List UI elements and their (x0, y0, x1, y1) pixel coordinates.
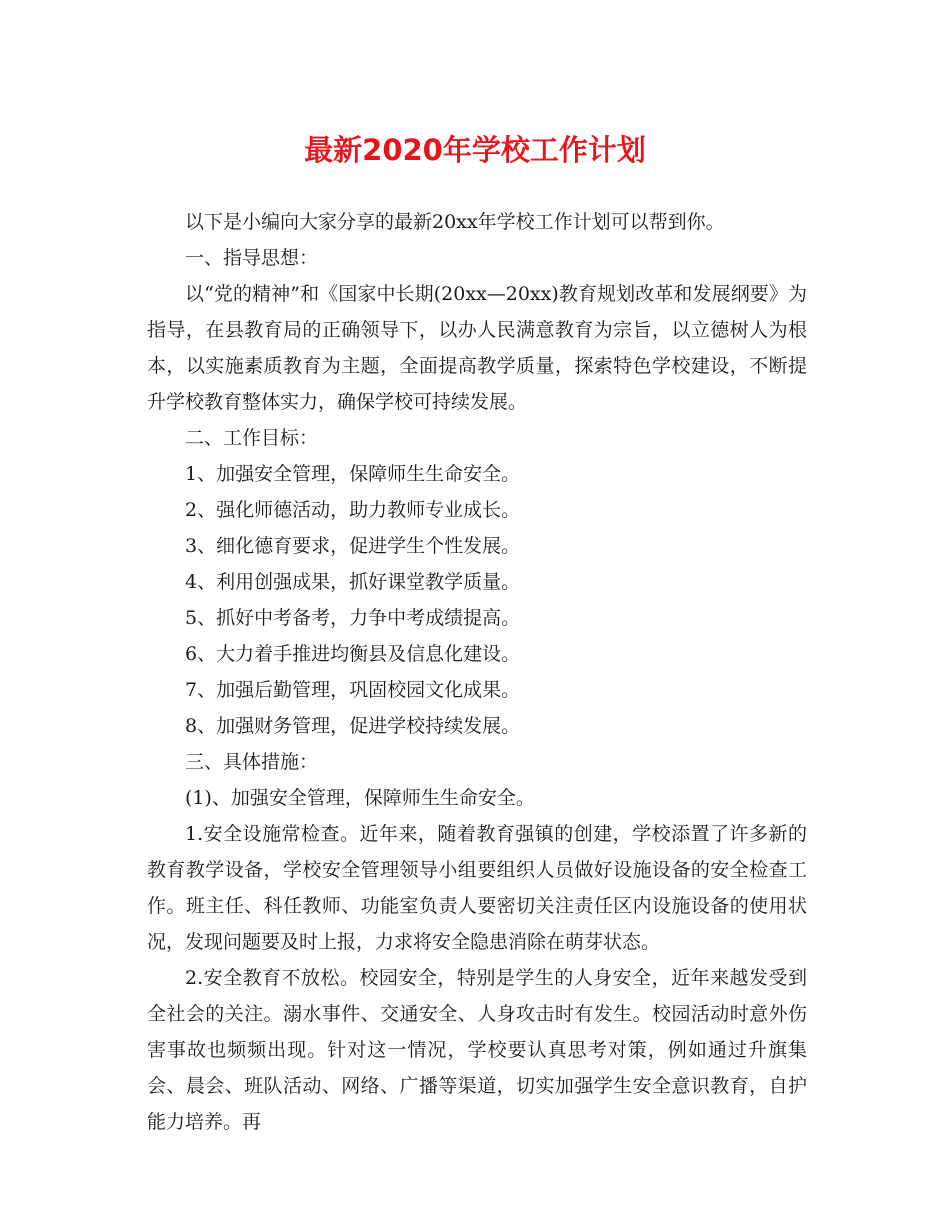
goal-item-5: 5、抓好中考备考，力争中考成绩提高。 (185, 607, 521, 629)
goal-item-7: 7、加强后勤管理，巩固校园文化成果。 (185, 679, 521, 701)
heading-specific-measures: 三、具体措施： (185, 751, 319, 773)
document-body (147, 204, 807, 1140)
heading-guiding-ideology: 一、指导思想： (185, 247, 319, 269)
goal-item-6: 6、大力着手推进均衡县及信息化建设。 (185, 643, 521, 665)
goal-item-3: 3、细化德育要求，促进学生个性发展。 (185, 535, 521, 557)
goal-item-1: 1、加强安全管理，保障师生生命安全。 (185, 463, 521, 485)
paragraph-safety-inspection: 1.安全设施常检查。近年来，随着教育强镇的创建，学校添置了许多新的教育教学设备，学校安全管理领导小组要组织人员做好设施设备的安全检查工作。班主任、科任教师、功能室负责人要密切关注责任区内设施设备的使用状况，发现问题要及时上报，力求将安全隐患消除在萌芽状态。 (147, 823, 807, 953)
goal-item-4: 4、利用创强成果，抓好课堂教学质量。 (185, 571, 521, 593)
goal-item-2: 2、强化师德活动，助力教师专业成长。 (185, 499, 521, 521)
paragraph-intro: 以下是小编向大家分享的最新20xx年学校工作计划可以帮到你。 (185, 211, 725, 233)
measure-heading-1: (1)、加强安全管理，保障师生生命安全。 (185, 787, 535, 809)
document-title: 最新2020年学校工作计划 (304, 133, 646, 167)
paragraph-guiding-ideology: 以“党的精神”和《国家中长期(20xx—20xx)教育规划改革和发展纲要》为指导，在县教育局的正确领导下，以办人民满意教育为宗旨，以立德树人为根本，以实施素质教育为主题，全面提高教学质量，探索特色学校建设，不断提升学校教育整体实力，确保学校可持续发展。 (147, 283, 807, 413)
paragraph-safety-education: 2.安全教育不放松。校园安全，特别是学生的人身安全，近年来越发受到全社会的关注。溺水事件、交通安全、人身攻击时有发生。校园活动时意外伤害事故也频频出现。针对这一情况，学校要认真思考对策，例如通过升旗集会、晨会、班队活动、网络、广播等渠道，切实加强学生安全意识教育，自护能力培养。再 (147, 967, 807, 1133)
goal-item-8: 8、加强财务管理，促进学校持续发展。 (185, 715, 521, 737)
heading-work-goals: 二、工作目标： (185, 427, 319, 449)
